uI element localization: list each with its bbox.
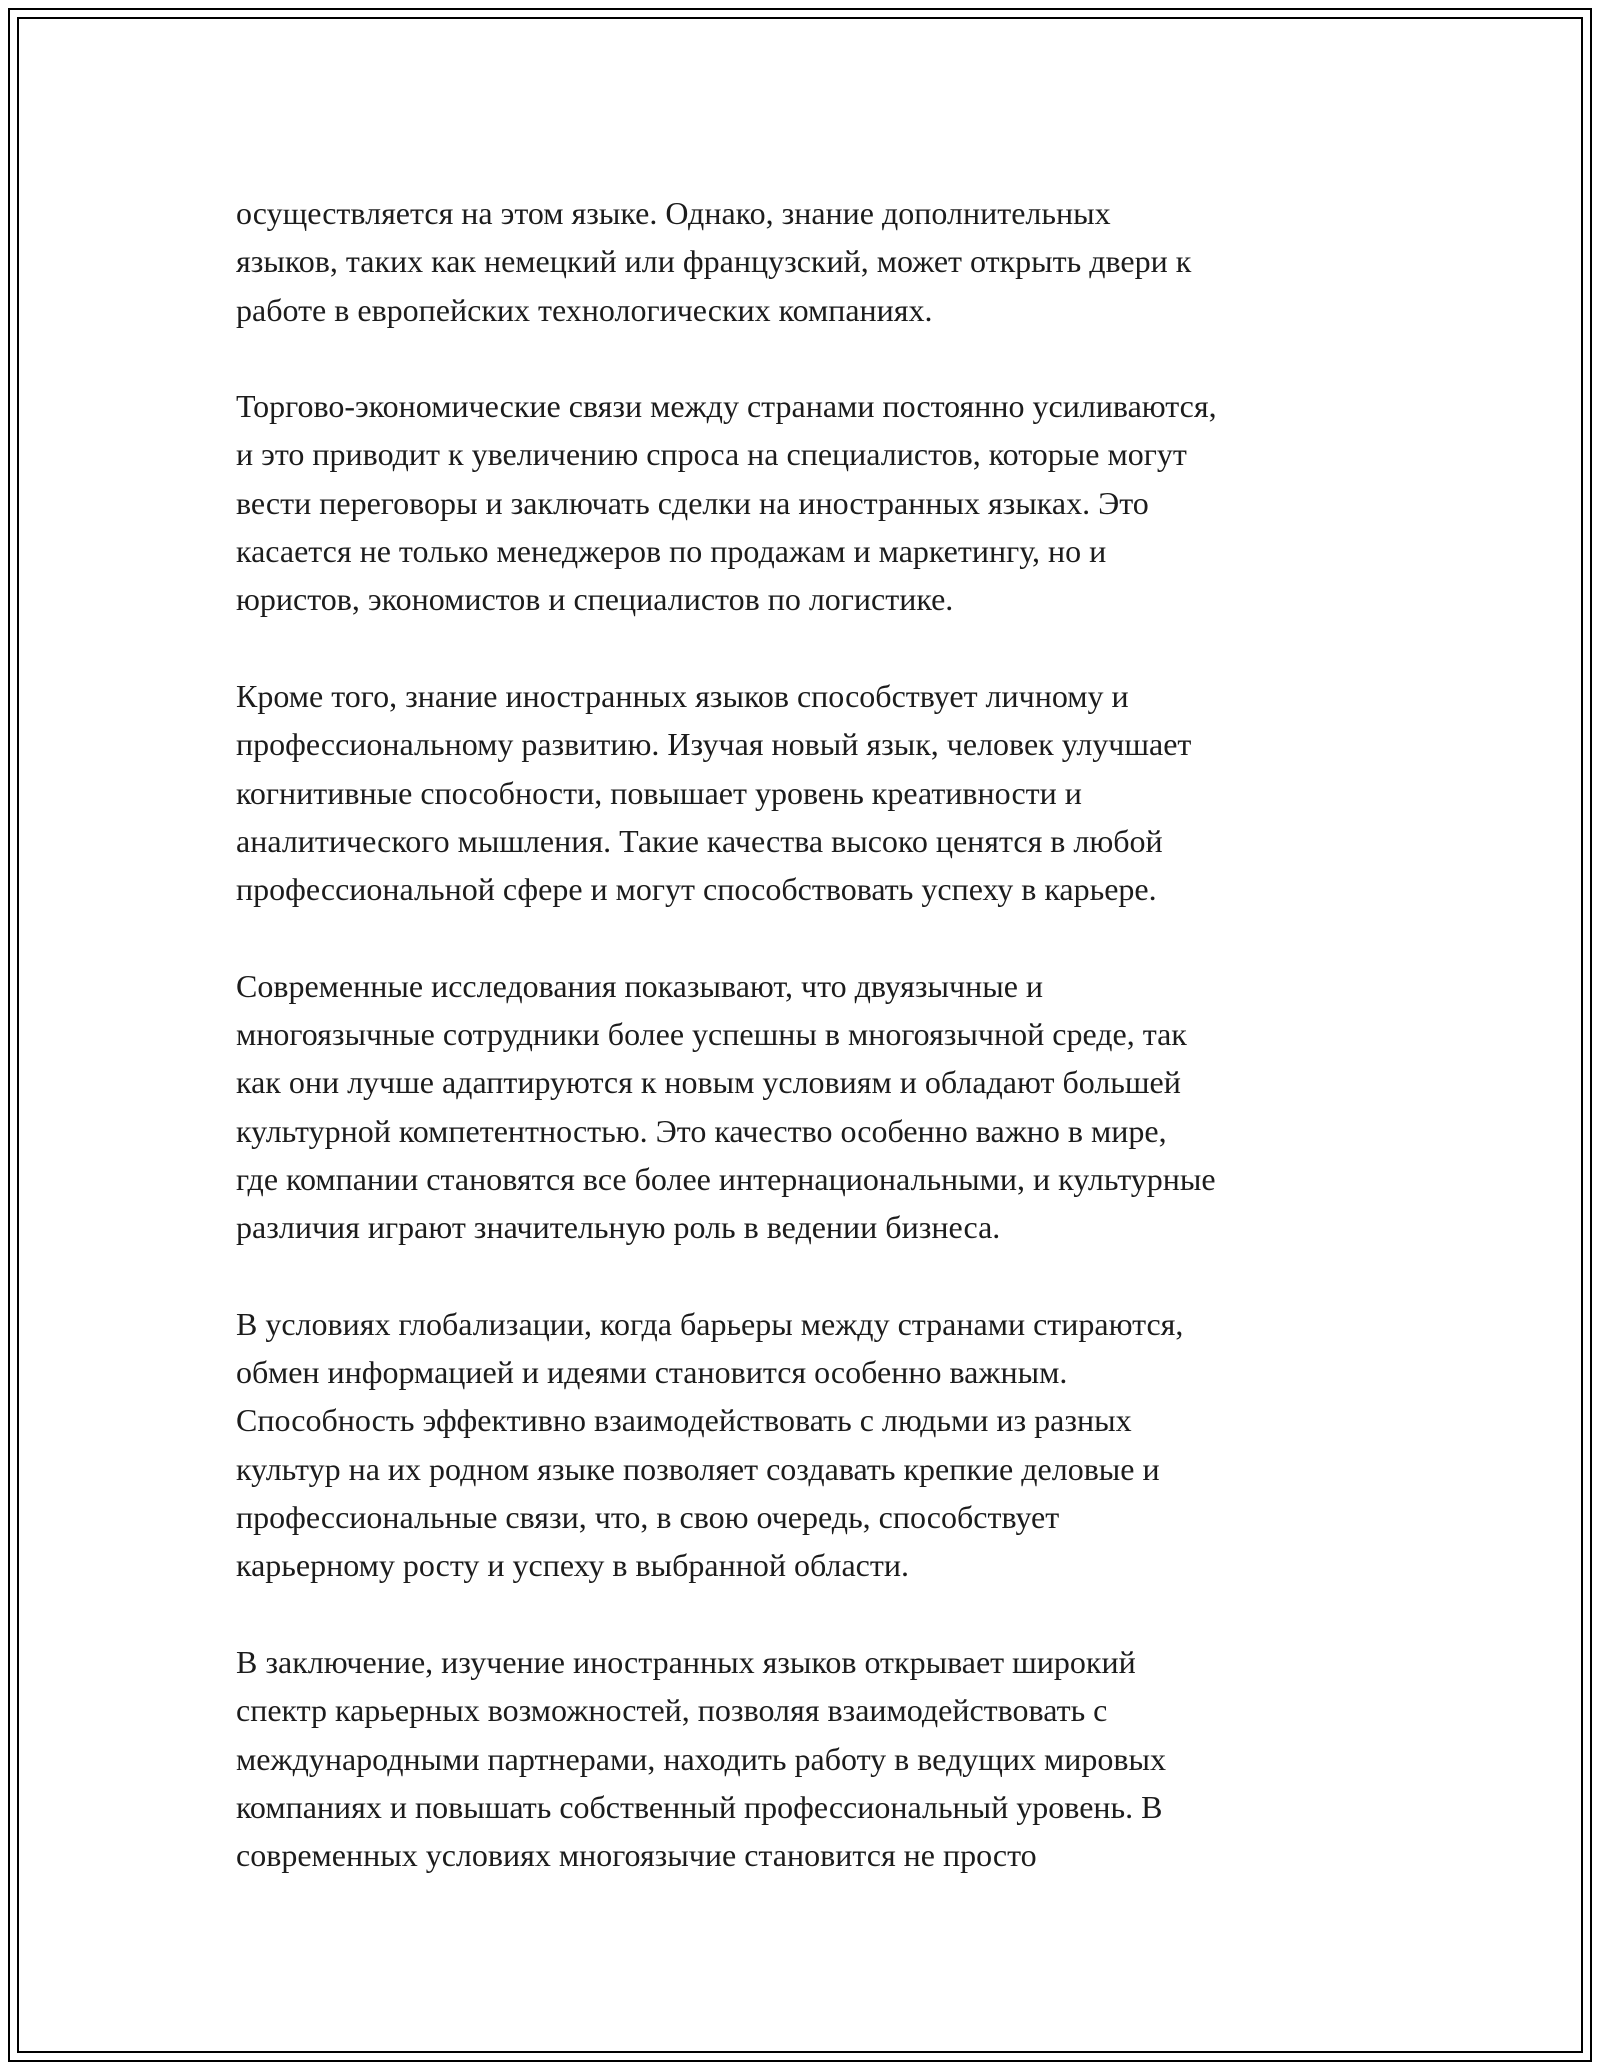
text-line: вести переговоры и заключать сделки на иностранных языках. Это xyxy=(236,484,1149,521)
text-line: и это приводит к увеличению спроса на специалистов, которые могут xyxy=(236,436,1187,473)
text-line: профессиональному развитию. Изучая новый язык, человек улучшает xyxy=(236,726,1192,763)
text-line: профессиональные связи, что, в свою очередь, способствует xyxy=(236,1499,1060,1536)
text-line: В заключение, изучение иностранных языков открывает широкий xyxy=(236,1643,1136,1680)
paragraph-5 xyxy=(236,1300,1416,1590)
text-line: профессиональной сфере и могут способствовать успеху в карьере. xyxy=(236,871,1157,908)
paragraph-4 xyxy=(236,962,1416,1252)
text-line: работе в европейских технологических компаниях. xyxy=(236,291,933,328)
text-line: обмен информацией и идеями становится особенно важным. xyxy=(236,1354,1068,1391)
text-line: В условиях глобализации, когда барьеры между странами стираются, xyxy=(236,1305,1184,1342)
text-line: современных условиях многоязычие становится не просто xyxy=(236,1837,1037,1874)
text-line: Кроме того, знание иностранных языков способствует личному и xyxy=(236,677,1129,714)
text-line: компаниях и повышать собственный профессиональный уровень. В xyxy=(236,1788,1163,1825)
text-line: где компании становятся все более интернациональными, и культурные xyxy=(236,1160,1216,1197)
document-body xyxy=(236,189,1416,1928)
text-line: Способность эффективно взаимодействовать с людьми из разных xyxy=(236,1402,1132,1439)
text-line: различия играют значительную роль в ведении бизнеса. xyxy=(236,1209,1001,1246)
paragraph-3 xyxy=(236,672,1416,913)
text-line: как они лучше адаптируются к новым условиям и обладают большей xyxy=(236,1064,1181,1101)
text-line: аналитического мышления. Такие качества высоко ценятся в любой xyxy=(236,822,1163,859)
text-line: Торгово-экономические связи между странами постоянно усиливаются, xyxy=(236,388,1217,425)
paragraph-6 xyxy=(236,1638,1416,1879)
text-line: культурной компетентностью. Это качество особенно важно в мире, xyxy=(236,1112,1167,1149)
text-line: культур на их родном языке позволяет создавать крепкие деловые и xyxy=(236,1450,1160,1487)
text-line: многоязычные сотрудники более успешны в многоязычной среде, так xyxy=(236,1016,1187,1053)
paragraph-2 xyxy=(236,382,1416,623)
text-line: касается не только менеджеров по продажам и маркетингу, но и xyxy=(236,533,1107,570)
text-line: спектр карьерных возможностей, позволяя взаимодействовать с xyxy=(236,1692,1108,1729)
text-line: осуществляется на этом языке. Однако, знание дополнительных xyxy=(236,195,1111,231)
text-line: международными партнерами, находить работу в ведущих мировых xyxy=(236,1740,1166,1777)
text-line: Современные исследования показывают, что двуязычные и xyxy=(236,967,1044,1004)
text-line: языков, таких как немецкий или французский, может открыть двери к xyxy=(236,243,1192,280)
paragraph-1 xyxy=(236,189,1416,334)
text-line: карьерному росту и успеху в выбранной области. xyxy=(236,1547,909,1584)
text-line: юристов, экономистов и специалистов по логистике. xyxy=(236,581,954,618)
text-line: когнитивные способности, повышает уровень креативности и xyxy=(236,774,1082,811)
